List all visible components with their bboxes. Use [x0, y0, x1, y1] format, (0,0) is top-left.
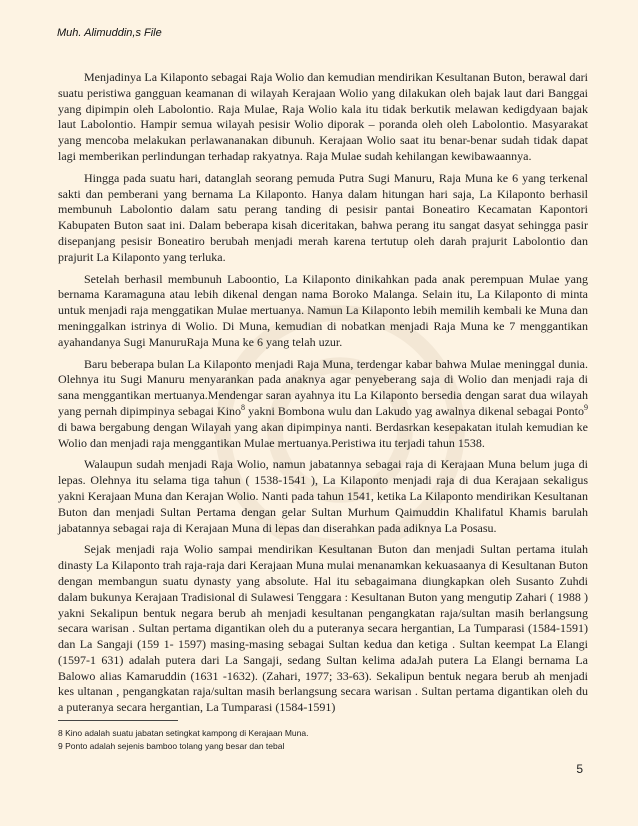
paragraph-6: Sejak menjadi raja Wolio sampai mendirikan Kesultanan Buton dan menjadi Sultan pertama itulah dinasty La Kilaponto trah raja-raja dari Kerajaan Muna mulai menanamkan kekuasaanya di Kesultanan Buton dengan membangun suatu dynasty yang absolute. Hal itu sebagaimana diungkapkan oleh Susanto Zuhdi dalam bukunya Kerajaan Tradisional di Sulawesi Tenggara : Kesultanan Buton yang mengutip Zahari ( 1988 ) yakni Sekalipun bentuk negara berub ah menjadi kesultanan pengangkatan raja/sultan masih berlangsung secara warisan . Sultan pertama digantikan oleh du a puteranya secara hergantian, La Tumparasi (1584-1591) dan La Sangaji (159 1- 1597) masing-masing sebagai Sultan kedua dan ketiga . Sultan keempat La Elangi (1597-1 631) adalah putera dari La Sangaji, sedang Sultan kelima adaJah putera La Elangi bernama La Balowo alias Kamaruddin (1631 -1632). (Zahari, 1977; 33-63). Sekalipun bentuk negara berub ah menjadi kes ultanan , pengangkatan raja/sultan masih berlangsung secara warisan . Sultan pertama digantikan oleh du a puteranya secara hergantian, La Tumparasi (1584-1591) — [58, 542, 588, 715]
paragraph-5: Walaupun sudah menjadi Raja Wolio, namun jabatannya sebagai raja di Kerajaan Muna belum juga di lepas. Olehnya itu selama tiga tahun ( 1538-1541 ), La Kilaponto menjadi raja di dua Kerajaan sekaligus yakni Kerajaan Muna dan Kerajan Wolio. Nanti pada tahun 1541, ketika La Kilaponto mendirikan Kesultanan Buton dan menjadi Sultan Pertama dengan gelar Sultan Murhum Qaimuddin Khalifatul Khamis barulah jabatannya sebagai raja di Kerajaan Muna di lepas dan diserahkan pada adiknya La Posasu. — [58, 457, 588, 535]
page-header-author: Muh. Alimuddin,s File — [57, 27, 162, 39]
paragraph-3: Setelah berhasil membunuh Laboontio, La Kilaponto dinikahkan pada anak perempuan Mulae yang bernama Karamaguna atau lebih dikenal dengan nama Boroko Malanga. Selain itu, La Kilaponto di minta untuk menjadi raja menggatikan Mulae mertuanya. Namun La Kilaponto lebih memilih kembali ke Muna dan meninggalkan istrinya di Wolio. Di Muna, kemudian di nobatkan menjadi Raja Muna ke 7 menggantikan ayahandanya Sugi ManuruRaja Muna ke 6 yang telah uzur. — [58, 271, 588, 349]
paragraph-1: Menjadinya La Kilaponto sebagai Raja Wolio dan kemudian mendirikan Kesultanan Buton, berawal dari suatu peristiwa gangguan keamanan di wilayah Kerajaan Wolio yang dilakukan oleh bajak laut dari Banggai yang dipimpin oleh Labolontio. Raja Mulae, Raja Wolio kala itu tidak berkutik melawan kedigdyaan bajak laut Labolontio. Hampir semua wilayah pesisir Wolio diporak – poranda oleh oleh Labolontio. Masyarakat yang mencoba melakukan perlawananakan dibunuh. Kerajaan Wolio saat itu benar-benar sudah tidak dapat lagi memberikan perlindungan terhadap rakyatnya. Raja Mulae sudah kehilangan kewibawaannya. — [58, 70, 588, 163]
footnote-8: 8 Kino adalah suatu jabatan setingkat kampong di Kerajaan Muna. — [58, 728, 309, 738]
paragraph-4-part-c: di bawa bergabung dengan Wilayah yang akan dipimpinya nanti. Berdasrkan kesepakatan itulah kemudian ke Wolio dan menjadi raja menggantikan Mulae mertuanya.Peristiwa itu terjadi tahun 1538. — [58, 419, 588, 450]
body-text — [58, 70, 588, 722]
footnote-9: 9 Ponto adalah sejenis bamboo tolang yang besar dan tebal — [58, 741, 285, 751]
footnote-ref-8[interactable]: 8 — [241, 402, 246, 412]
paragraph-4-part-a: Baru beberapa bulan La Kilaponto menjadi Raja Muna, terdengar kabar bahwa Mulae meninggal dunia. Olehnya itu Sugi Manuru menyarankan pada anaknya agar penyeberang saja di Wolio dan menjadi raja di sana menggantikan mertuanya.Mendengar saran ayahnya itu La Kilaponto bersedia dengan sarat dua wilayah yang pernah dipimpinya sebagai Kino — [58, 356, 588, 418]
page-number: 5 — [576, 762, 583, 776]
footnote-divider — [58, 720, 178, 721]
paragraph-4-part-b: yakni Bombona wulu dan Lakudo yag awalnya dikenal sebagai Ponto — [245, 403, 585, 418]
paragraph-4 — [58, 357, 588, 452]
paragraph-2: Hingga pada suatu hari, datanglah seorang pemuda Putra Sugi Manuru, Raja Muna ke 6 yang terkenal sakti dan pemberani yang bernama La Kilaponto. Hanya dalam hitungan hari saja, La Kilaponto berhasil membunuh Labolontio dalam satu perang tanding di pesisir pantai Boneatiro Kecamatan Kapontori Kabupaten Buton saat ini. Dalam beberapa kisah diceritakan, bahwa perang itu sangat dasyat sehingga pasir disepanjang pesisir Boneatiro berubah menjadi merah karena tertutup oleh darah prajurit Labolontio dan prajurit La Kilaponto yang terluka. — [58, 170, 588, 264]
footnotes — [58, 727, 588, 753]
footnote-ref-9[interactable]: 9 — [584, 402, 589, 412]
